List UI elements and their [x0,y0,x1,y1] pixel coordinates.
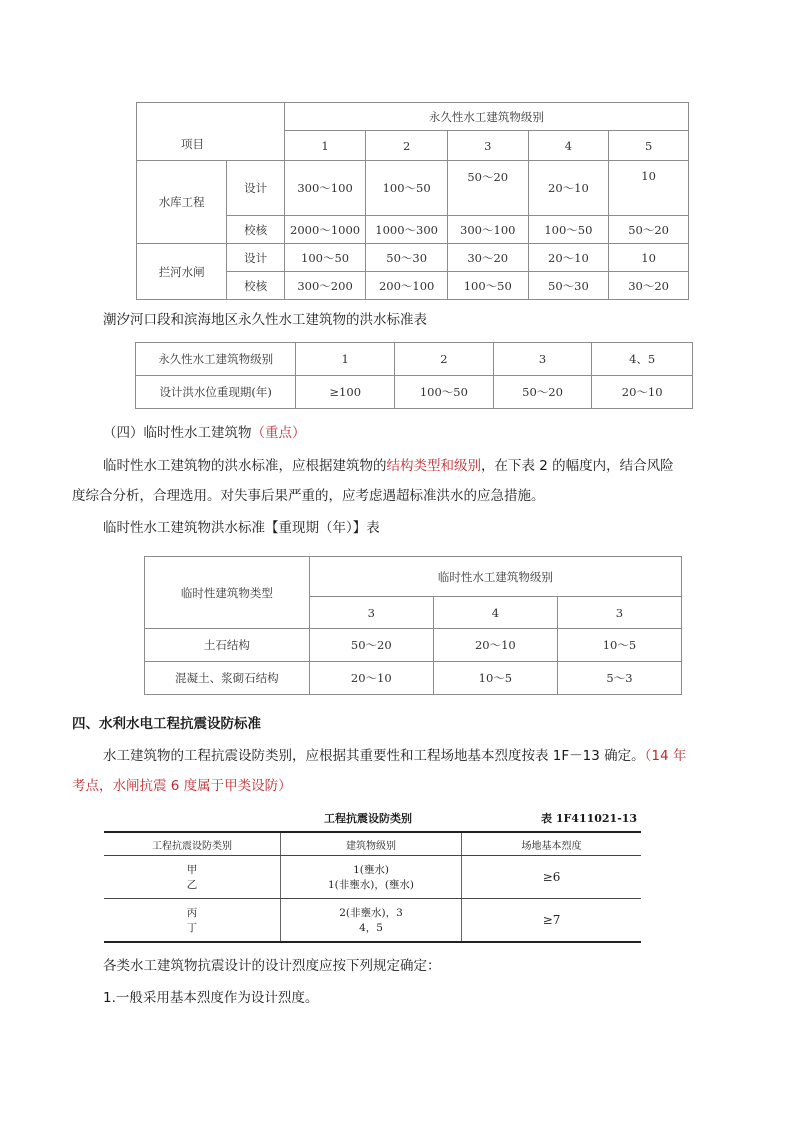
table2-row-label: 设计洪水位重现期(年) [136,376,296,409]
section4-para-highlight: 结构类型和级别 [386,458,481,474]
table1-cell: 300～100 [284,161,366,216]
quake-paragraph-line1 [103,744,686,768]
flood-standard-table [136,102,689,300]
table3-level: 3 [557,597,681,629]
table1-cell: 100～50 [366,161,448,216]
table1-cell: 30～20 [609,272,689,300]
table1-type: 设计 [227,244,284,272]
table2-cell: ≥100 [296,376,395,409]
table1-type: 设计 [227,161,284,216]
table3-title: 临时性水工建筑物洪水标准【重现期（年）】表 [103,520,380,536]
table4-class: 甲 [186,864,198,876]
table2-cell: 20～10 [592,376,693,409]
section4-heading-text: （四）临时性水工建筑物 [103,425,252,441]
seismic-class-table [104,831,641,943]
table1-cell: 50～20 [609,216,689,244]
table4-level: 4，5 [359,922,383,934]
table3-type: 土石结构 [145,629,310,662]
section4-para-text: ，在下表 2 的幅度内，结合风险 [481,458,674,474]
table3-cell: 20～10 [309,662,433,695]
table1-cell: 100～50 [284,244,366,272]
table3-cell: 10～5 [433,662,557,695]
table4-caption: 工程抗震设防类别 [324,812,412,825]
table1-cell: 2000～1000 [284,216,366,244]
table1-group-header: 永久性水工建筑物级别 [284,103,688,131]
quake-para-text: 水工建筑物的工程抗震设防类别，应根据其重要性和工程场地基本烈度按表 1F－13 确定。 [103,748,645,764]
closing-line1: 各类水工建筑物抗震设计的设计烈度应按下列规定确定： [103,958,441,974]
table1-category: 拦河水闸 [137,244,227,300]
table1-level: 2 [366,131,448,161]
table3-level: 3 [309,597,433,629]
table1-cell: 50～30 [366,244,448,272]
table1-cell: 300～100 [447,216,528,244]
table1-corner: 项目 [137,103,285,161]
table2-level: 3 [493,343,592,376]
table1-cell: 30～20 [447,244,528,272]
section4-para-line2: 度综合分析，合理选用。对失事后果严重的，应考虑遇超标准洪水的应急措施。 [72,488,545,504]
table1-level: 4 [528,131,609,161]
table3-cell: 50～20 [309,629,433,662]
table1-cell: 20～10 [528,244,609,272]
table2-level: 4、5 [592,343,693,376]
table3-group-header: 临时性水工建筑物级别 [309,557,681,597]
table4-class: 丁 [186,922,198,934]
section4-para-text: 临时性水工建筑物的洪水标准，应根据建筑物的 [103,458,387,474]
table1-cell: 10 [609,161,689,216]
table1-cell: 300～200 [284,272,366,300]
section4-para-line1 [103,454,723,478]
table3-level: 4 [433,597,557,629]
table4-intensity: ≥6 [462,856,642,899]
table4-class-cell [104,856,281,899]
table4-class: 丙 [186,907,198,919]
table1-cell: 100～50 [528,216,609,244]
table1-cell: 1000～300 [366,216,448,244]
table4-header: 建筑物级别 [281,832,462,856]
table1-type: 校核 [227,216,284,244]
quake-section-heading: 四、水利水电工程抗震设防标准 [72,716,261,732]
closing-line2: 1.一般采用基本烈度作为设计烈度。 [103,990,319,1006]
table4-level-cell [281,856,462,899]
table2-cell: 50～20 [493,376,592,409]
table4-level: 2(非壅水)，3 [339,907,403,919]
table4-header: 工程抗震设防类别 [104,832,281,856]
table1-level: 1 [284,131,366,161]
table4-number: 表 1F411021-13 [541,812,638,825]
table4-intensity: ≥7 [462,899,642,943]
table4-level-cell [281,899,462,943]
table2-header-label: 永久性水工建筑物级别 [136,343,296,376]
table3-type: 混凝土、浆砌石结构 [145,662,310,695]
section4-paragraph [103,454,723,478]
table1-cell: 50～20 [447,161,528,216]
table1-cell: 20～10 [528,161,609,216]
key-point-tag: （重点） [251,425,306,441]
table3-cell: 20～10 [433,629,557,662]
table4-class: 乙 [186,879,198,891]
table1-cell: 100～50 [447,272,528,300]
table1-level: 3 [447,131,528,161]
table4-class-cell [104,899,281,943]
table1-cell: 200～100 [366,272,448,300]
quake-paragraph-line2: 考点，水闸抗震 6 度属于甲类设防） [72,778,292,794]
table1-category: 水库工程 [137,161,227,244]
quake-para-note: （14 年 [644,748,687,764]
table2-cell: 100～50 [395,376,494,409]
table3-cell: 5～3 [557,662,681,695]
table3-corner: 临时性建筑物类型 [145,557,310,629]
table3-cell: 10～5 [557,629,681,662]
table1-type: 校核 [227,272,284,300]
table4-header: 场地基本烈度 [462,832,642,856]
table4-level: 1(非壅水)，(壅水) [327,879,415,891]
temporary-flood-table [144,556,682,695]
tidal-flood-table [135,342,693,409]
table4-level: 1(壅水) [353,864,389,876]
table2-title: 潮汐河口段和滨海地区永久性水工建筑物的洪水标准表 [103,312,427,328]
section4-heading [103,421,306,445]
table1-level: 5 [609,131,689,161]
table1-cell: 10 [609,244,689,272]
table2-level: 2 [395,343,494,376]
table2-level: 1 [296,343,395,376]
table1-cell: 50～30 [528,272,609,300]
